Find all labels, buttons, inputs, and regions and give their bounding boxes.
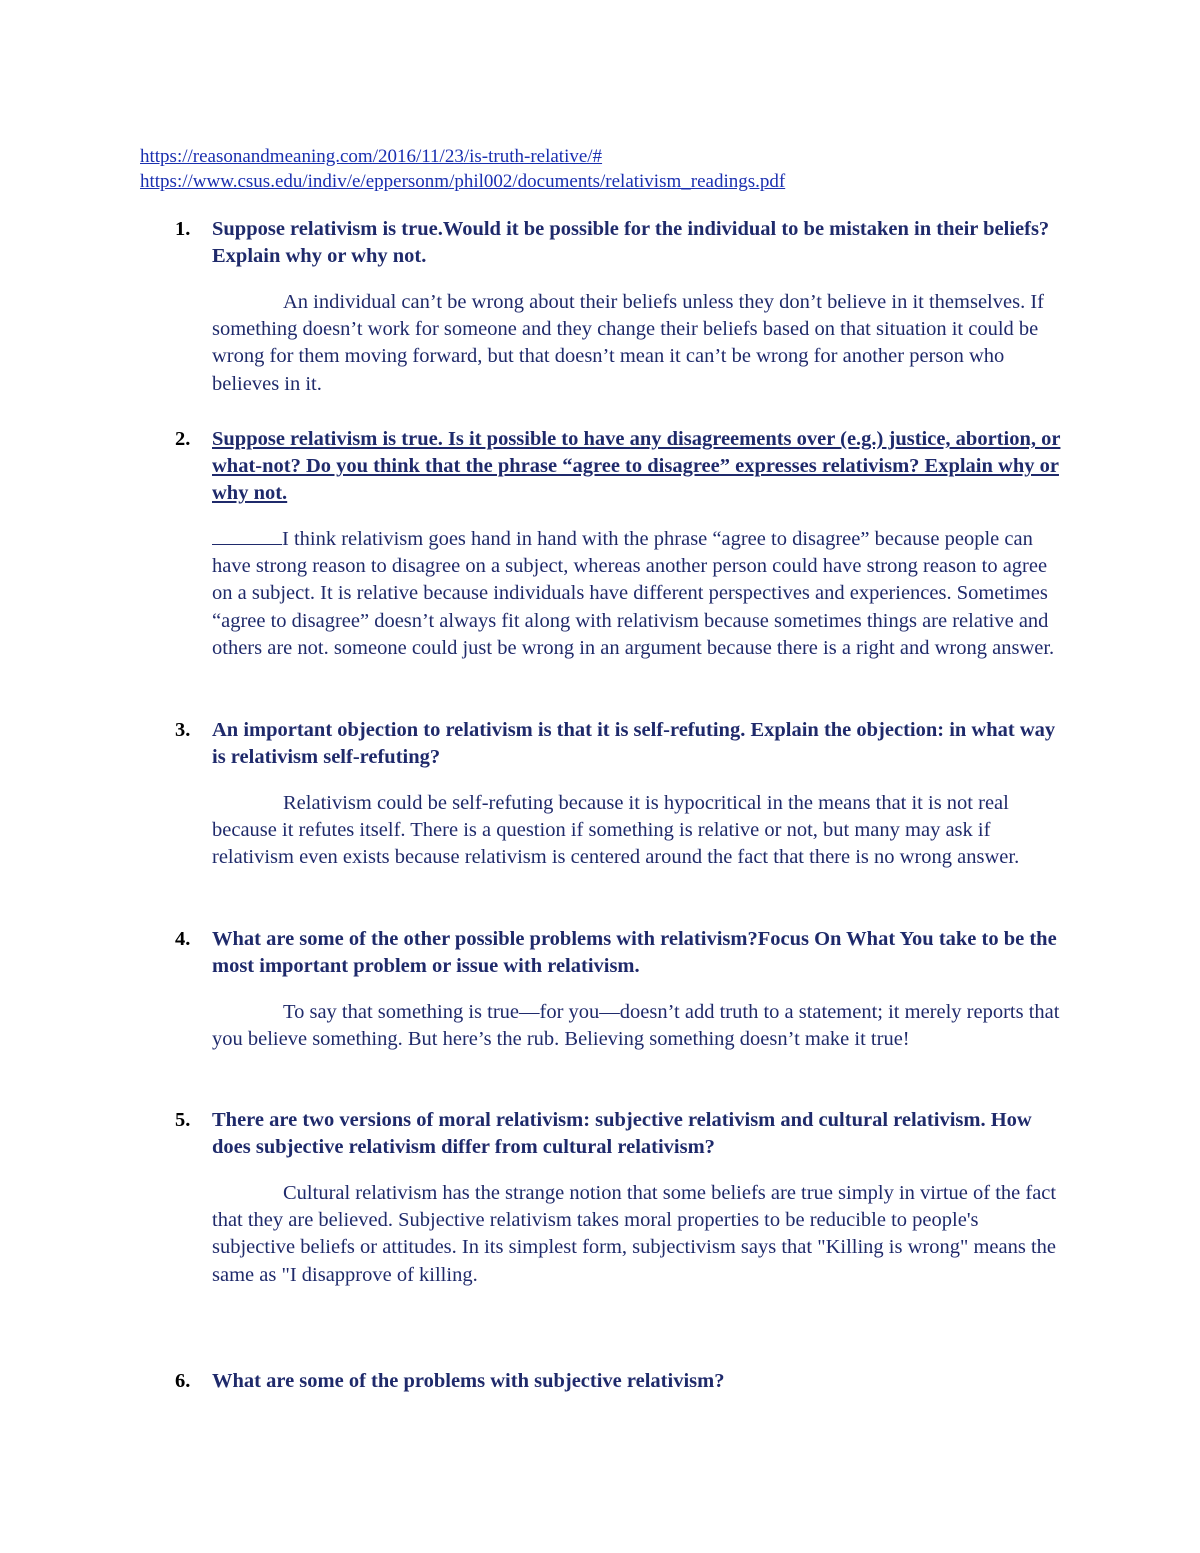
question-5 [175,1107,1065,1161]
answer-text: To say that something is true—for you—doesn’t add truth to a statement; it merely reports that you believe something. But here’s the rub. Believing something doesn’t make it true! [212,1001,1060,1051]
question-text: Suppose relativism is true. Is it possible to have any disagreements over (e.g.) justice, abortion, or what-not? Do you think that the phrase “agree to disagree” expresses relativism? Explain why or why not. [212,428,1061,504]
question-text: Suppose relativism is true.Would it be possible for the individual to be mistaken in their beliefs? Explain why or why not. [212,218,1050,267]
question-6 [175,1368,1065,1395]
question-block-6 [175,1368,1065,1395]
answer-text: Relativism could be self-refuting because it is hypocritical in the means that it is not real because it refutes itself. There is a question if something is relative or not, but many may ask if relativism even exists because relativism is centered around the fact that there is no wrong answer. [212,792,1020,869]
answer-2 [212,526,1062,662]
answer-text: Cultural relativism has the strange notion that some beliefs are true simply in virtue of the fact that they are believed. Subjective relativism takes moral properties to be reducible to people's subjective beliefs or attitudes. In its simplest form, subjectivism says that "Killing is wrong" means the same as "I disapprove of killing. [212,1182,1057,1286]
question-number: 6. [175,1370,191,1392]
question-text: An important objection to relativism is that it is self-refuting. Explain the objection: in what way is relativism self-refuting? [212,719,1056,768]
answer-text: An individual can’t be wrong about their beliefs unless they don’t believe in it themselves. If something doesn’t work for someone and they change their beliefs based on that situation it could be wrong for them moving forward, but that doesn’t mean it can’t be wrong for another person who believes in it. [212,291,1044,395]
question-text: There are two versions of moral relativism: subjective relativism and cultural relativism. How does subjective relativism differ from cultural relativism? [212,1109,1032,1158]
answer-1 [212,289,1062,398]
question-number: 3. [175,719,191,741]
question-block-1 [175,216,1065,398]
answer-5 [212,1180,1062,1289]
answer-blank-line [212,526,282,545]
question-text: What are some of the other possible problems with relativism?Focus On What You take to be the most important problem or issue with relativism. [212,928,1057,977]
question-1 [175,216,1065,270]
question-number: 4. [175,928,191,950]
reference-links [140,144,785,194]
reference-link-1[interactable]: https://reasonandmeaning.com/2016/11/23/is-truth-relative/# [140,146,603,167]
question-number: 1. [175,218,191,240]
answer-4 [212,999,1062,1053]
question-block-5 [175,1107,1065,1289]
question-number: 5. [175,1109,191,1131]
question-4 [175,926,1065,980]
question-text: What are some of the problems with subjective relativism? [212,1370,725,1392]
reference-link-2[interactable]: https://www.csus.edu/indiv/e/eppersonm/phil002/documents/relativism_readings.pdf [140,171,786,192]
question-3 [175,717,1065,771]
answer-text: I think relativism goes hand in hand with the phrase “agree to disagree” because people can have strong reason to disagree on a subject, whereas another person could have strong reason to agree on a subject. It is relative because individuals have different perspectives and experiences. Sometimes “agree to disagree” doesn’t always fit along with relativism because sometimes things are relative and others are not. someone could just be wrong in an argument because there is a right and wrong answer. [212,528,1055,659]
question-number: 2. [175,428,191,450]
question-block-4 [175,926,1065,1053]
answer-3 [212,790,1062,872]
question-block-3 [175,717,1065,872]
question-2 [175,426,1065,507]
question-block-2 [175,426,1065,662]
